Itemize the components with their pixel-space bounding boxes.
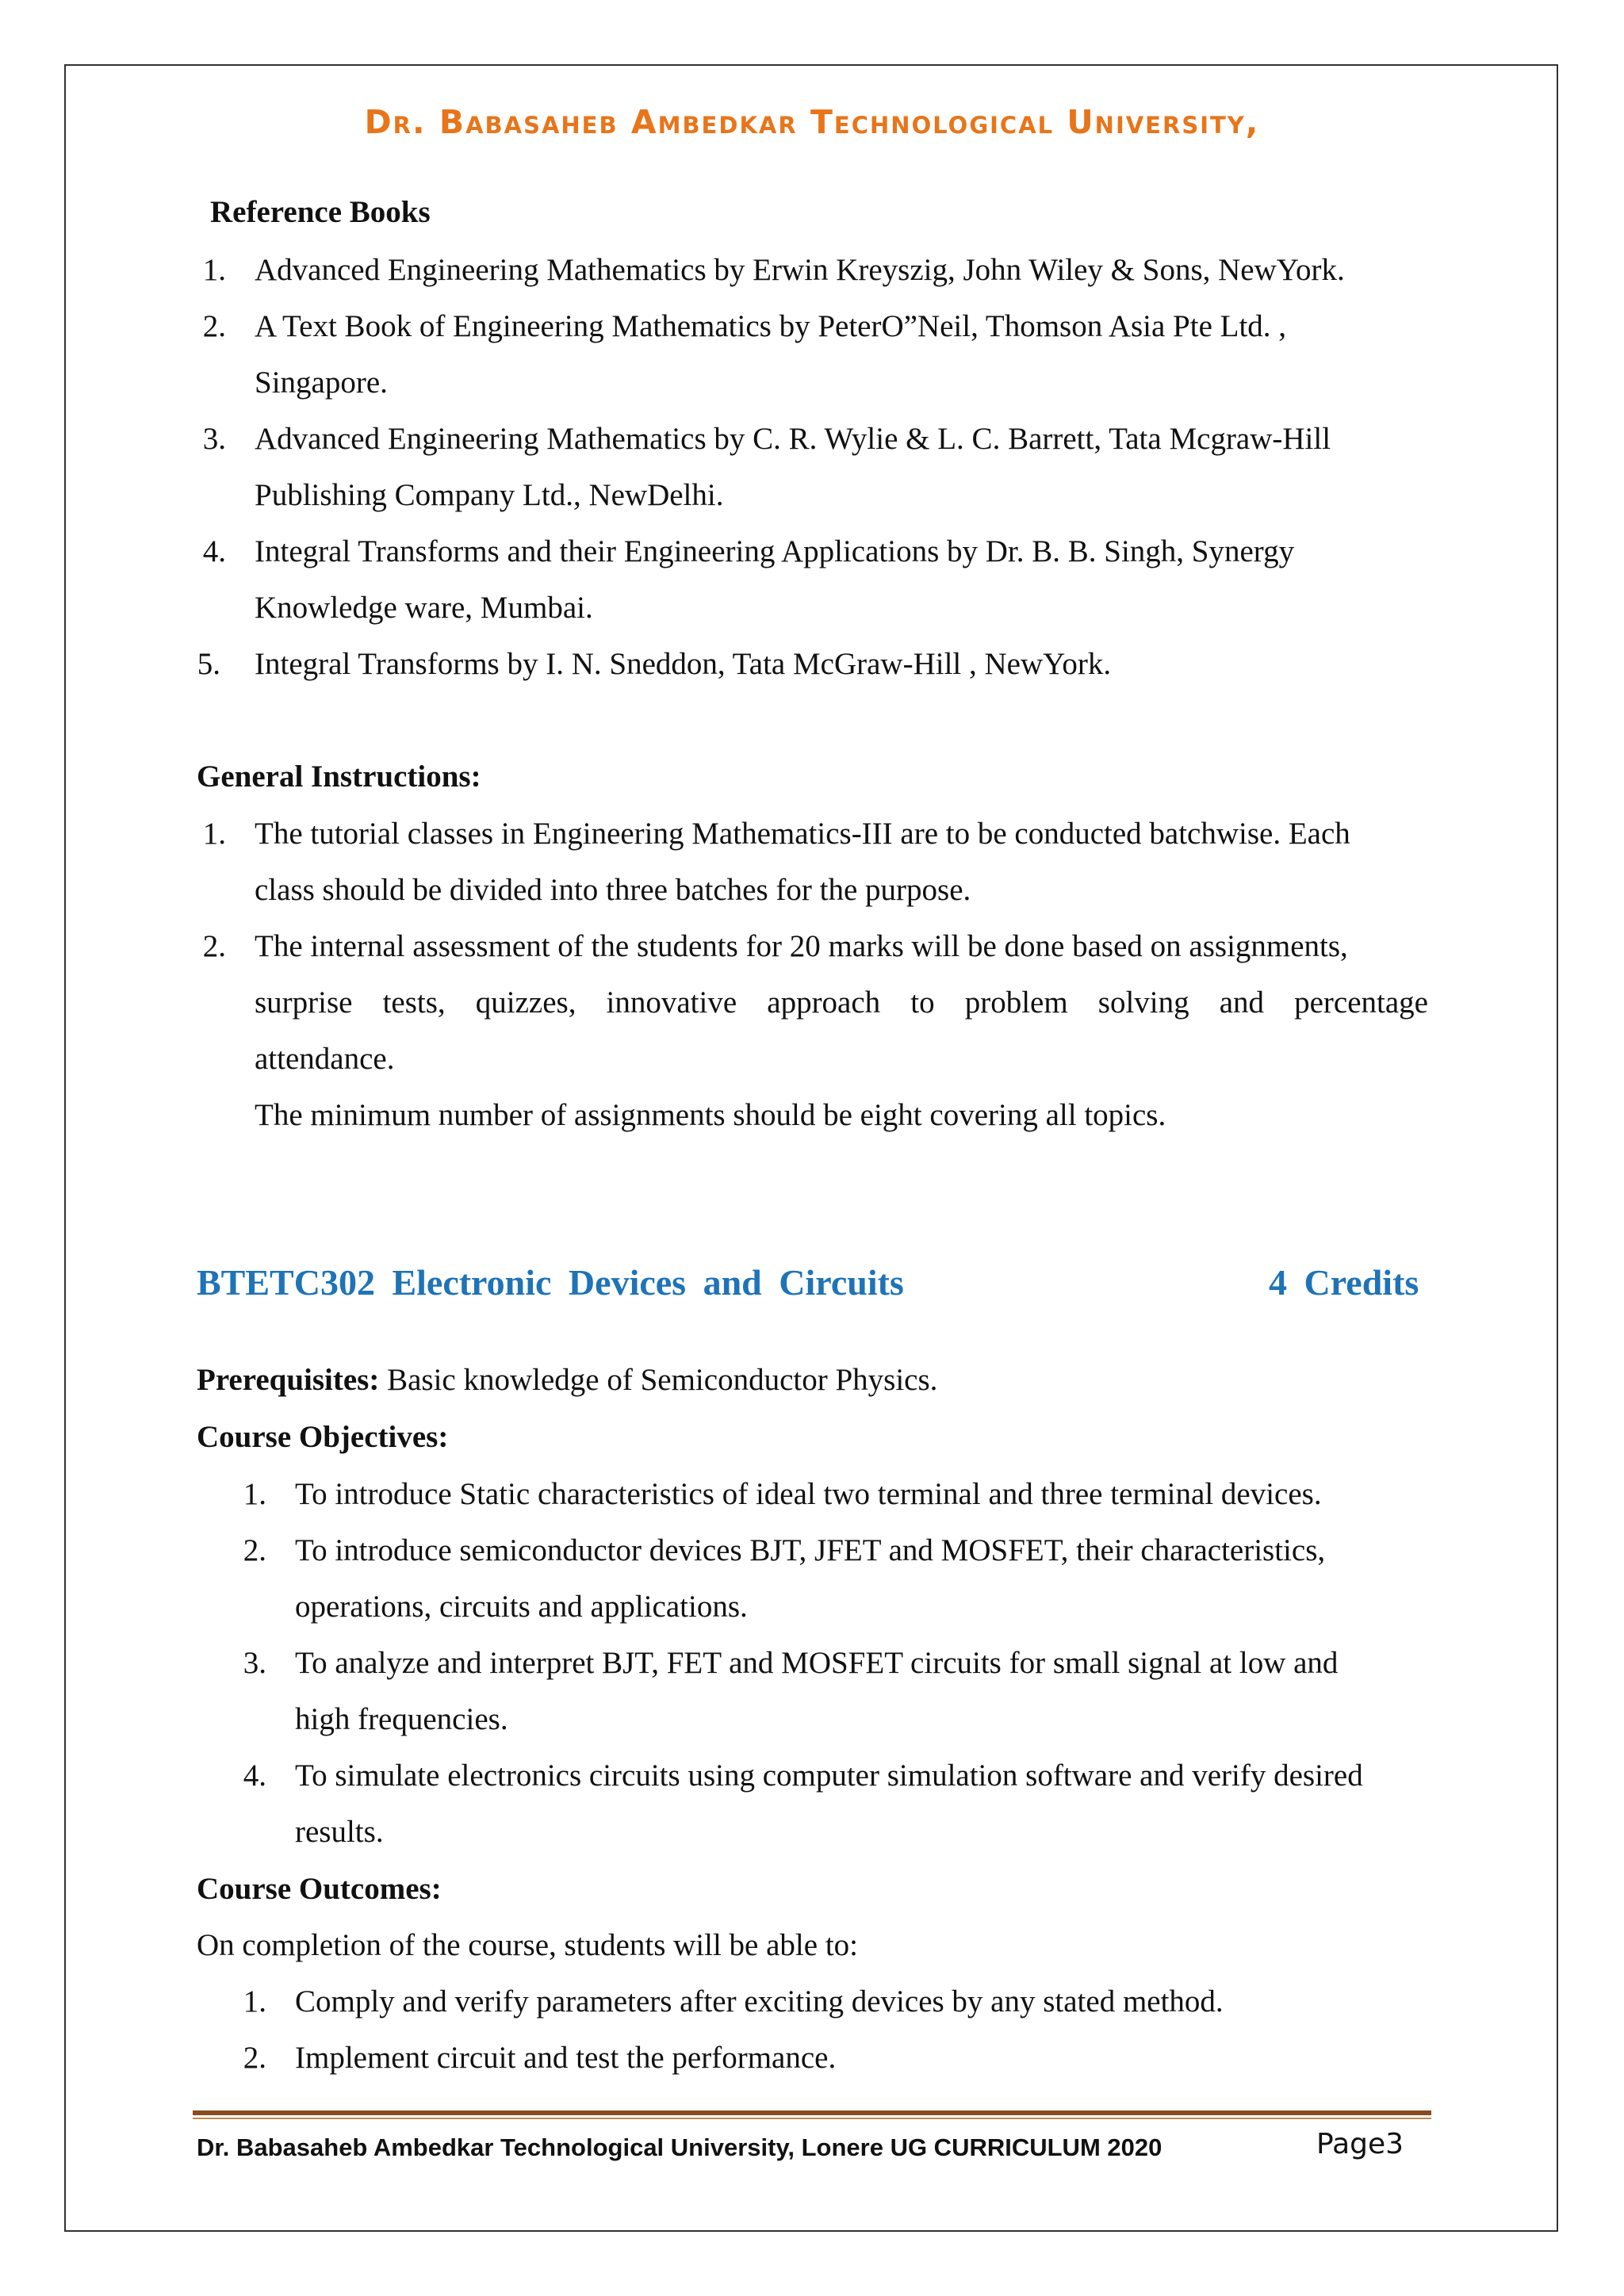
instruction-text: The internal assessment of the students for 20 marks will be done based on assignments, — [255, 929, 1348, 963]
university-header: Dr. Babasaheb Ambedkar Technological University, — [364, 103, 1260, 141]
objective-number: 2. — [243, 1533, 266, 1567]
ref-item-number: 3. — [202, 422, 226, 456]
instruction-number: 1. — [202, 817, 226, 851]
ref-item-number: 1. — [202, 253, 226, 287]
page-number: Page3 — [1316, 2128, 1404, 2160]
instruction-text: attendance. — [255, 1042, 395, 1076]
ref-item-text: Singapore. — [255, 365, 388, 400]
footer-divider — [193, 2110, 1431, 2115]
outcome-number: 2. — [243, 2041, 266, 2075]
prerequisites-label: Prerequisites: — [197, 1363, 380, 1397]
objective-number: 4. — [243, 1758, 266, 1793]
outcome-text: Implement circuit and test the performance. — [295, 2041, 837, 2075]
reference-books-title: Reference Books — [210, 195, 431, 229]
ref-item-text: Integral Transforms by I. N. Sneddon, Tata McGraw-Hill , NewYork. — [255, 647, 1112, 681]
ref-item-text: Knowledge ware, Mumbai. — [255, 591, 593, 625]
objective-text: To introduce Static characteristics of ideal two terminal and three terminal devices. — [295, 1477, 1322, 1511]
objective-text: results. — [295, 1815, 384, 1849]
course-objectives-title: Course Objectives: — [197, 1420, 449, 1454]
course-outcomes-intro: On completion of the course, students will be able to: — [197, 1928, 858, 1962]
instruction-number: 2. — [202, 929, 226, 963]
ref-item-text: Publishing Company Ltd., NewDelhi. — [255, 478, 724, 512]
prerequisites-text: Basic knowledge of Semiconductor Physics. — [379, 1363, 938, 1397]
ref-item-text: Advanced Engineering Mathematics by C. R. Wylie & L. C. Barrett, Tata Mcgraw-Hill — [255, 422, 1331, 456]
objective-text: operations, circuits and applications. — [295, 1590, 748, 1624]
instruction-text: class should be divided into three batches for the purpose. — [255, 873, 971, 907]
objective-text: To analyze and interpret BJT, FET and MOSFET circuits for small signal at low and — [295, 1646, 1339, 1680]
ref-item-text: Integral Transforms and their Engineering Applications by Dr. B. B. Singh, Synergy — [255, 534, 1295, 568]
footer-divider-thin — [193, 2118, 1431, 2119]
course-code-title: BTETC302 Electronic Devices and Circuits — [197, 1262, 904, 1303]
objective-number: 1. — [243, 1477, 266, 1511]
instruction-text: The minimum number of assignments should be eight covering all topics. — [255, 1098, 1166, 1132]
objective-number: 3. — [243, 1646, 266, 1680]
ref-item-text: A Text Book of Engineering Mathematics by PeterO”Neil, Thomson Asia Pte Ltd. , — [255, 309, 1287, 343]
ref-item-number: 5. — [197, 647, 220, 681]
general-instructions-title: General Instructions: — [197, 760, 481, 794]
ref-item-text: Advanced Engineering Mathematics by Erwin Kreyszig, John Wiley & Sons, NewYork. — [255, 253, 1345, 287]
outcome-text: Comply and verify parameters after exciting devices by any stated method. — [295, 1984, 1224, 2019]
footer-text: Dr. Babasaheb Ambedkar Technological University, Lonere UG CURRICULUM 2020 — [197, 2133, 1162, 2161]
objective-text: To simulate electronics circuits using computer simulation software and verify desired — [295, 1758, 1363, 1793]
ref-item-number: 2. — [202, 309, 226, 343]
objective-text: high frequencies. — [295, 1702, 508, 1736]
objective-text: To introduce semiconductor devices BJT, JFET and MOSFET, their characteristics, — [295, 1533, 1326, 1567]
outcome-number: 1. — [243, 1984, 266, 2019]
instruction-text: The tutorial classes in Engineering Mathematics-III are to be conducted batchwise. Each — [255, 817, 1350, 851]
instruction-text-justified: surprise tests, quizzes, innovative approach to problem solving and percentage — [255, 985, 1428, 1020]
prerequisites-line — [197, 1362, 937, 1398]
course-credits: 4 Credits — [1269, 1262, 1419, 1303]
course-outcomes-title: Course Outcomes: — [197, 1872, 442, 1906]
ref-item-number: 4. — [202, 534, 226, 568]
